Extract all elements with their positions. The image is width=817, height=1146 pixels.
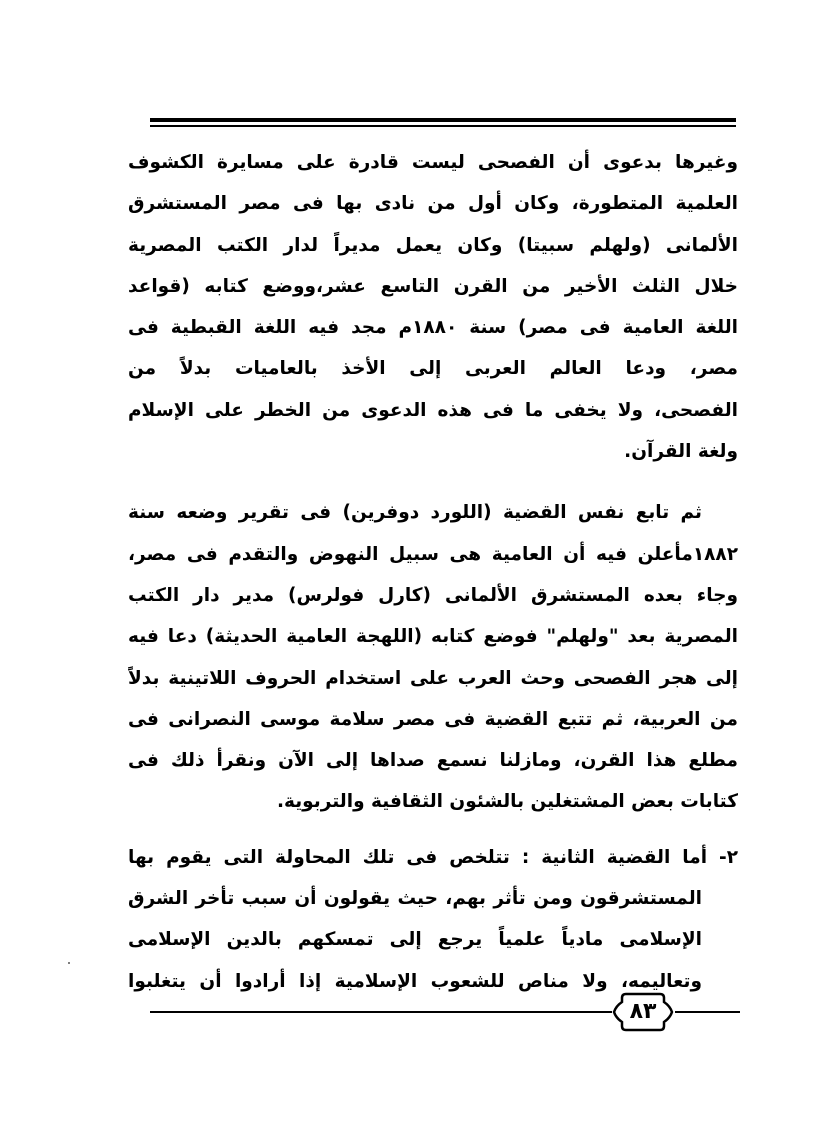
text-line: الإسلامى مادياً علمياً يرجع إلى تمسكهم بالدين الإسلامى (128, 929, 702, 951)
header-rule-thick (150, 118, 736, 122)
footer-rule-left (150, 1011, 612, 1013)
text-line: وتعاليمه، ولا مناص للشعوب الإسلامية إذا أرادوا أن يتغلبوا (128, 970, 702, 992)
text-line: مصر، ودعا العالم العربى إلى الأخذ بالعاميات بدلاً من (128, 358, 738, 380)
page-body (128, 142, 738, 1002)
text-line: إلى هجر الفصحى وحث العرب على استخدام الحروف اللاتينية بدلاً (128, 667, 738, 689)
text-line: المصرية بعد "ولهلم" فوضع كتابه (اللهجة العامية الحديثة) دعا فيه (128, 626, 738, 648)
paragraph-1 (128, 142, 738, 472)
text-line: خلال الثلث الأخير من القرن التاسع عشر،ووضع كتابه (قواعد (128, 275, 738, 297)
page-footer (150, 990, 740, 1034)
text-line: ثم تابع نفس القضية (اللورد دوفرين) فى تقرير وضعه سنة (128, 502, 702, 524)
header-double-rule (150, 118, 736, 128)
page-number-badge (612, 990, 674, 1034)
text-line: العلمية المتطورة، وكان أول من نادى بها فى مصر المستشرق (128, 193, 738, 215)
text-line: من العربية، ثم تتبع القضية فى مصر سلامة موسى النصرانى فى (128, 708, 738, 730)
footer-rule-right (675, 1011, 740, 1013)
text-line: المستشرقون ومن تأثر بهم، حيث يقولون أن سبب تأخر الشرق (128, 888, 702, 910)
text-line: كتابات بعض المشتغلين بالشئون الثقافية والتربوية. (276, 791, 738, 813)
text-line: وغيرها بدعوى أن الفصحى ليست قادرة على مسايرة الكشوف (128, 152, 738, 173)
header-rule-thin (150, 125, 736, 127)
numbered-paragraph-2 (128, 837, 738, 1002)
page-number: ٨٣ (629, 999, 657, 1024)
text-line: ١٨٨٢مأعلن فيه أن العامية هى سبيل النهوض والتقدم فى مصر، (128, 543, 738, 565)
text-line: الفصحى، ولا يخفى ما فى هذه الدعوى من الخطر على الإسلام (128, 399, 738, 421)
text-line: اللغة العامية فى مصر) سنة ١٨٨٠م مجد فيه اللغة القبطية فى (128, 317, 738, 339)
text-line: ٢- أما القضية الثانية : تتلخص فى تلك المحاولة التى يقوم بها (128, 846, 738, 868)
text-line: وجاء بعده المستشرق الألمانى (كارل فولرس) مدير دار الكتب (128, 584, 738, 606)
paragraph-2 (128, 492, 738, 822)
scan-speck (68, 962, 70, 964)
text-line: ولغة القرآن. (624, 441, 738, 463)
text-line: الألمانى (ولهلم سبيتا) وكان يعمل مديراً لدار الكتب المصرية (128, 234, 738, 256)
text-line: مطلع هذا القرن، ومازلنا نسمع صداها إلى الآن ونقرأ ذلك فى (128, 750, 738, 772)
